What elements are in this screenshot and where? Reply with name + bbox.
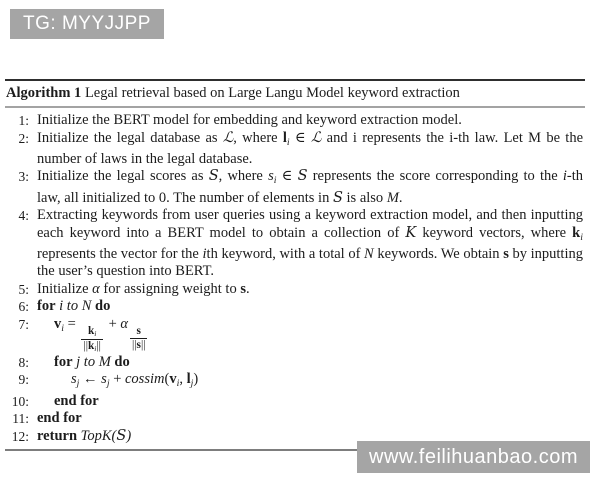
text-segment: keyword vectors, where [416,224,573,241]
watermark-badge-top [10,9,164,39]
text-segment: Extracting keywords from user queries using a keyword extraction model, and then inputting each keyword into a BERT model to obtain a collection of [37,207,583,241]
line-number: 10: [11,393,29,409]
text-segment: ∈ [276,168,298,185]
text-segment: i [580,231,583,243]
text-segment: k [87,339,95,352]
text-segment: j to M [76,353,111,370]
text-segment: represents the vector for the [37,245,203,262]
text-segment: = [64,315,80,332]
text-segment: keywords. We obtain [373,245,504,262]
line-number: 2: [18,130,29,146]
text-segment: s [503,245,509,262]
text-segment: S [332,189,343,206]
algorithm-label: Algorithm 1 [6,85,82,101]
text-segment: K [405,224,417,241]
algo-line [5,393,585,411]
fraction [130,325,147,352]
text-segment: th keyword, with a total of [206,245,365,262]
algorithm-block [5,79,585,451]
fraction [81,325,103,354]
text-segment: ℒ [310,129,322,146]
fraction-numerator [135,325,143,338]
text-segment: do [114,353,130,370]
line-number: 8: [18,354,29,370]
line-content [37,281,585,299]
watermark-badge-bottom [357,441,590,473]
algo-line [5,298,585,316]
text-segment: Initialize the legal database as [37,129,223,146]
text-segment: do [95,298,111,315]
text-segment: v [169,371,177,388]
text-segment: represents the score corresponding to the [307,168,563,185]
text-segment: -th law, all initialized to 0. The number of elements in [37,168,584,206]
line-number: 4: [18,208,29,223]
text-segment: v [54,315,62,332]
text-segment: || [140,338,146,351]
text-segment: α [92,280,100,297]
text-segment: for [54,353,73,370]
text-segment: s [240,280,246,297]
line-number: 12: [11,428,29,444]
text-segment: end for [37,410,82,427]
text-segment: and i represents the i-th law. Let M be the number of laws in the legal database. [37,129,584,167]
text-segment: return [37,427,78,444]
text-segment: s [268,168,274,185]
text-segment: TopK [80,427,112,444]
algo-line [5,207,585,281]
text-segment: s [136,338,141,351]
algo-lines [5,108,585,445]
text-segment: for assigning weight to [99,280,241,297]
algo-line [5,316,585,354]
text-segment: N [364,245,374,262]
text-segment: ( [111,427,117,444]
text-segment: ( [164,371,170,388]
text-segment: i [286,136,290,148]
text-segment: S [208,168,219,185]
algorithm-title-text: Legal retrieval based on Large Langu Model keyword extraction [84,85,460,101]
text-segment: k [87,324,95,337]
text-segment: S [116,427,127,444]
fraction-denominator [130,338,147,352]
algo-line [5,168,585,207]
line-content [37,112,585,130]
text-segment: , where [233,129,283,146]
line-number: 3: [18,169,29,185]
text-segment: Initialize the BERT model for embedding and keyword extraction model. [37,112,462,128]
algo-line [5,354,585,372]
line-content [37,354,585,372]
fraction-numerator [86,325,98,339]
text-segment: j [190,378,194,390]
line-number: 6: [18,299,29,315]
text-segment: end for [54,392,99,409]
text-segment: + [109,371,125,388]
algorithm-title [5,81,585,106]
text-segment: for [37,298,56,315]
text-segment: i [273,175,277,186]
algo-line [5,112,585,130]
text-segment: i [94,329,97,339]
text-segment: is also [342,189,387,206]
algo-line [5,371,585,392]
line-content [37,316,585,354]
text-segment: i to N [59,298,92,315]
text-segment: || [132,338,137,351]
text-segment: s [71,371,77,388]
algo-line [5,130,585,169]
text-segment: || [96,339,101,352]
line-content [37,298,585,316]
text-segment: j [76,378,80,390]
text-segment: Initialize [37,280,93,297]
text-segment: s [136,324,141,337]
text-segment: i [562,168,567,185]
line-number: 5: [18,281,29,297]
text-segment: ∈ [289,129,311,146]
text-segment: by inputting the user’s question into BERT. [37,245,583,280]
text-segment: s [101,371,107,388]
line-content [37,393,585,411]
text-segment: M [386,189,399,206]
text-segment: + [104,315,121,332]
line-number: 7: [18,316,29,332]
line-content [37,371,585,392]
algo-line [5,410,585,428]
text-segment: cossim [125,371,165,388]
text-segment: . [398,189,403,206]
text-segment: j [106,378,110,390]
line-number: 1: [18,113,29,128]
watermark-bottom-text: www.feilihuanbao.com [369,445,578,468]
text-segment: i [61,322,64,334]
line-content [37,410,585,428]
text-segment: , where [218,168,269,185]
line-content [37,207,585,281]
text-segment: ℒ [222,129,234,146]
text-segment: ← [79,371,102,388]
text-segment: . [246,280,250,297]
line-number: 9: [18,372,29,388]
text-segment: α [120,315,128,332]
text-segment: l [282,129,287,146]
text-segment: l [186,371,191,388]
fraction-denominator [81,339,103,354]
text-segment: k [572,224,581,241]
text-segment: i [176,378,180,390]
text-segment: || [83,339,88,352]
text-segment: i [94,344,97,354]
algo-line [5,281,585,299]
text-segment: , [179,371,187,388]
text-segment: ) [126,427,132,444]
text-segment: ) [193,371,199,388]
line-number: 11: [12,411,29,427]
text-segment: S [297,168,308,185]
text-segment: i [202,245,207,262]
watermark-top-text: TG: MYYJJPP [23,13,151,34]
line-content [37,168,585,207]
line-content [37,130,585,169]
text-segment: Initialize the legal scores as [37,168,209,185]
